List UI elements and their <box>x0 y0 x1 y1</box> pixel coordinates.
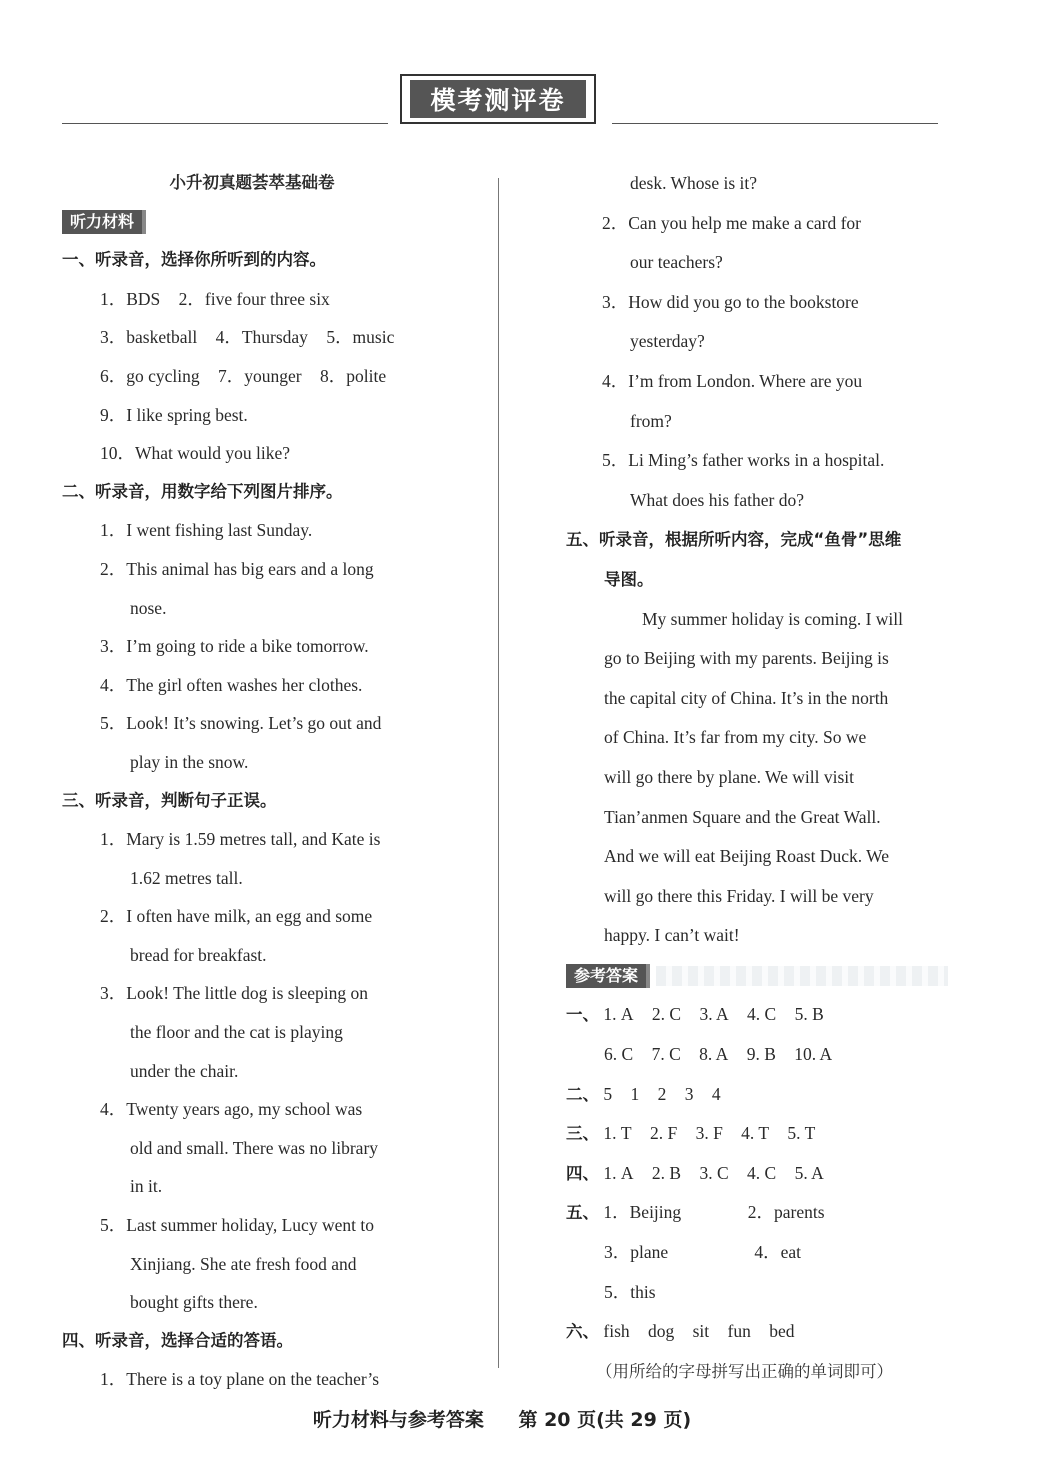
s1-item-5: 5．music <box>326 327 395 348</box>
s3-item-3-cont-1: the floor and the cat is playing <box>130 1022 343 1043</box>
s4-item-2-cont: our teachers? <box>630 252 723 273</box>
s4-item-2: 2．Can you help me make a card for <box>602 212 862 233</box>
answer-value: 10. A <box>794 1044 833 1065</box>
answer-6-note: （用所给的字母拼写出正确的单词即可） <box>596 1361 893 1381</box>
s1-item-2: 2．five four three six <box>178 288 330 309</box>
s1-item-9: 9．I like spring best. <box>100 404 248 425</box>
answer-value: 4. C <box>747 1004 777 1025</box>
s3-item-1: 1．Mary is 1.59 metres tall, and Kate is <box>100 829 381 850</box>
answer-value: 4. T <box>741 1123 770 1144</box>
answer-value: 2 <box>657 1083 667 1104</box>
answer-value: 3. C <box>699 1162 729 1183</box>
passage-line-7: And we will eat Beijing Roast Duck. We <box>604 846 890 867</box>
s4-item-4-cont: from? <box>630 410 672 431</box>
answer-value: 3. A <box>699 1004 729 1025</box>
passage-line-6: Tian’anmen Square and the Great Wall. <box>604 806 881 827</box>
answer-value: fish <box>603 1321 630 1342</box>
answer-value: sit <box>692 1321 710 1342</box>
passage-line-1: My summer holiday is coming. I will <box>642 608 904 629</box>
answer-value: bed <box>769 1321 795 1342</box>
answer-6-label: 六、 <box>566 1322 599 1342</box>
column-divider <box>498 178 499 1368</box>
s2-item-3: 3．I’m going to ride a bike tomorrow. <box>100 636 369 657</box>
section-3-heading: 三、听录音，判断句子正误。 <box>62 790 277 810</box>
paper-title: 小升初真题荟萃基础卷 <box>169 173 335 192</box>
s3-item-2-cont: bread for breakfast. <box>130 944 267 965</box>
section-4-heading: 四、听录音，选择合适的答语。 <box>62 1330 293 1350</box>
s2-item-4: 4．The girl often washes her clothes. <box>100 674 363 695</box>
s3-item-3: 3．Look! The little dog is sleeping on <box>100 983 368 1004</box>
passage-line-5: will go there by plane. We will visit <box>604 766 855 787</box>
answer-2-row <box>566 1075 948 1115</box>
answer-value: 5. A <box>794 1162 824 1183</box>
s3-item-4-cont-2: in it. <box>130 1176 163 1197</box>
answer-value: 2．parents <box>747 1202 825 1223</box>
s3-item-1-cont: 1.62 metres tall. <box>130 867 243 888</box>
answer-5-row-1 <box>566 1193 948 1233</box>
answer-value: 5. T <box>787 1123 816 1144</box>
answer-value: 4．eat <box>754 1242 802 1263</box>
section-5-heading-cont: 导图。 <box>604 569 654 589</box>
s3-item-3-cont-2: under the chair. <box>130 1060 239 1081</box>
answer-value: 9. B <box>746 1044 776 1065</box>
answer-4-row <box>566 1154 948 1194</box>
answer-value: 4 <box>711 1083 721 1104</box>
answer-2-label: 二、 <box>566 1084 599 1104</box>
s4-item-5: 5．Li Ming’s father works in a hospital. <box>602 450 885 471</box>
answer-value: 3. F <box>695 1123 723 1144</box>
s1-item-8: 8．polite <box>320 365 387 386</box>
answer-value: dog <box>648 1321 675 1342</box>
s2-item-2-cont: nose. <box>130 597 167 618</box>
s1-item-10: 10．What would you like? <box>100 443 291 464</box>
passage-line-2: go to Beijing with my parents. Beijing is <box>604 648 889 669</box>
passage-line-9: happy. I can’t wait! <box>604 925 740 946</box>
section-5-heading: 五、听录音，根据所听内容，完成“鱼骨”思维 <box>566 530 902 550</box>
answer-value: 2. F <box>649 1123 678 1144</box>
answer-value: fun <box>727 1321 751 1342</box>
s4-item-3-cont: yesterday? <box>630 331 705 352</box>
answer-6-row <box>566 1312 948 1352</box>
answer-value: 5. B <box>794 1004 824 1025</box>
answer-value: 1. T <box>603 1123 632 1144</box>
answers-tag-band <box>656 966 948 986</box>
listening-material-tag: 听力材料 <box>62 210 146 234</box>
answers-tag: 参考答案 <box>566 964 650 988</box>
answer-3-label: 三、 <box>566 1124 599 1144</box>
s3-item-5: 5．Last summer holiday, Lucy went to <box>100 1215 374 1236</box>
answer-4-label: 四、 <box>566 1163 599 1183</box>
s3-item-4-cont-1: old and small. There was no library <box>130 1137 379 1158</box>
answers-tag-row <box>566 956 948 996</box>
answer-value: 6. C <box>604 1044 634 1065</box>
header-rule-left <box>62 123 388 124</box>
s4-item-1: 1．There is a toy plane on the teacher’s <box>100 1369 380 1390</box>
answer-1-label: 一、 <box>566 1005 599 1025</box>
s1-line-3 <box>62 357 442 396</box>
s1-item-7: 7．younger <box>218 365 302 386</box>
s1-line-2 <box>62 318 442 357</box>
answer-value: 1 <box>630 1083 640 1104</box>
s2-item-5-cont: play in the snow. <box>130 751 249 772</box>
answer-value: 1．Beijing <box>603 1202 682 1223</box>
section-2-heading: 二、听录音，用数字给下列图片排序。 <box>62 481 343 501</box>
s1-line-1 <box>62 280 442 319</box>
answer-value: 3 <box>684 1083 694 1104</box>
s1-item-3: 3．basketball <box>100 327 198 348</box>
page-number: 第 20 页(共 29 页) <box>518 1409 692 1431</box>
answer-1-row-2 <box>566 1035 948 1075</box>
s3-item-5-cont-2: bought gifts there. <box>130 1292 258 1313</box>
s4-item-4: 4．I’m from London. Where are you <box>602 370 863 391</box>
section-1-heading: 一、听录音，选择你所听到的内容。 <box>62 250 326 270</box>
page-footer <box>0 1405 1004 1432</box>
answer-value: 8. A <box>699 1044 729 1065</box>
left-column <box>62 164 442 1399</box>
answer-value: 2. C <box>651 1004 682 1025</box>
s3-item-2: 2．I often have milk, an egg and some <box>100 906 373 927</box>
s1-item-6: 6．go cycling <box>100 365 200 386</box>
answer-value: 2. B <box>651 1162 682 1183</box>
answer-value: 5 <box>603 1083 613 1104</box>
s3-item-5-cont-1: Xinjiang. She ate fresh food and <box>130 1253 357 1274</box>
answer-5-label: 五、 <box>566 1203 599 1223</box>
s2-item-1: 1．I went fishing last Sunday. <box>100 520 313 541</box>
s4-item-5-cont: What does his father do? <box>630 489 804 510</box>
header-rule-right <box>612 123 938 124</box>
answer-3-row <box>566 1114 948 1154</box>
s1-item-1: 1．BDS <box>100 288 161 309</box>
passage-line-4: of China. It’s far from my city. So we <box>604 727 867 748</box>
listening-tag-row <box>62 203 442 242</box>
passage-line-8: will go there this Friday. I will be very <box>604 885 874 906</box>
passage-line-3: the capital city of China. It’s in the north <box>604 687 889 708</box>
banner-title: 模考测评卷 <box>410 80 586 118</box>
answer-value: 1. A <box>603 1004 634 1025</box>
answer-5-row-3: 5．this <box>604 1281 656 1302</box>
answer-5-row-2 <box>566 1233 948 1273</box>
answer-value: 3．plane <box>604 1242 669 1263</box>
s4-item-3: 3．How did you go to the bookstore <box>602 291 859 312</box>
s2-item-5: 5．Look! It’s snowing. Let’s go out and <box>100 713 382 734</box>
s4-item-1-cont: desk. Whose is it? <box>630 173 758 193</box>
s1-item-4: 4．Thursday <box>215 327 308 348</box>
answer-1-row-1 <box>566 995 948 1035</box>
right-column <box>566 164 948 1391</box>
answer-value: 1. A <box>603 1162 634 1183</box>
s2-item-2: 2．This animal has big ears and a long <box>100 558 374 579</box>
s3-item-4: 4．Twenty years ago, my school was <box>100 1099 363 1120</box>
answer-value: 4. C <box>747 1162 777 1183</box>
footer-title: 听力材料与参考答案 <box>312 1409 484 1431</box>
answer-value: 7. C <box>651 1044 681 1065</box>
